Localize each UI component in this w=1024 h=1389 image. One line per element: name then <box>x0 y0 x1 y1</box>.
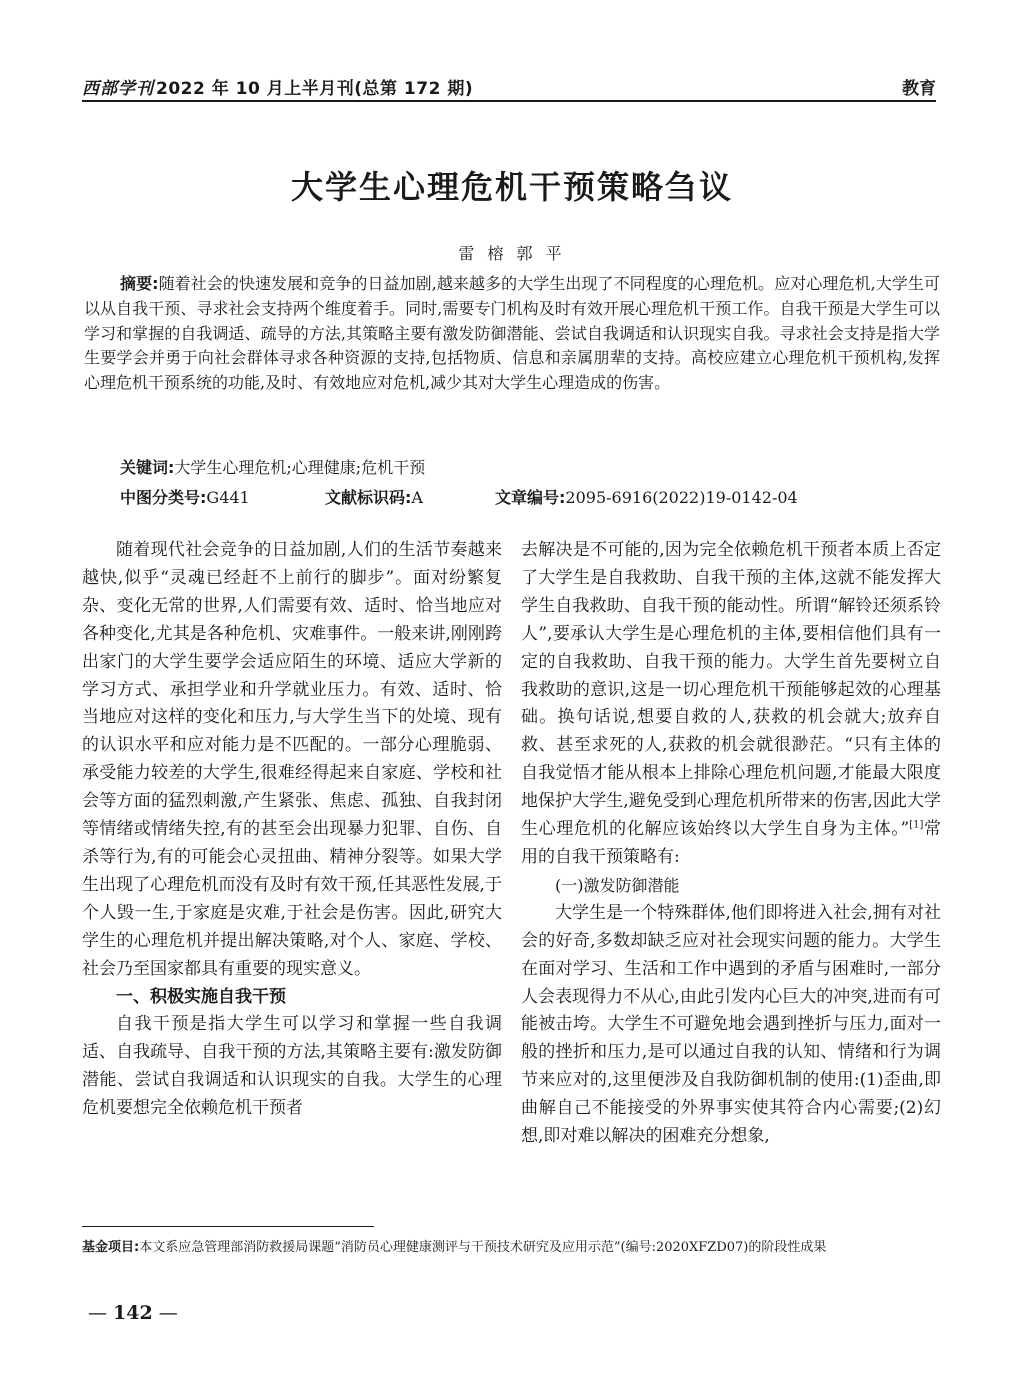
journal-issue <box>82 74 473 99</box>
article-title: 大学生心理危机干预策略刍议 <box>290 168 733 206</box>
abstract-text: 随着社会的快速发展和竞争的日益加剧,越来越多的大学生出现了不同程度的心理危机。应对心理危机,大学生可以从自我干预、寻求社会支持两个维度着手。同时,需要专门机构及时有效开展心理危机干预工作。自我干预是大学生可以学习和掌握的自我调适、疏导的方法,其策略主要有激发防御潜能、尝试自我调适和认识现实自我。寻求社会支持是指大学生要学会并勇于向社会群体寻求各种资源的支持,包括物质、信息和亲属朋辈的支持。高校应建立心理危机干预机构,发挥心理危机干预系统的功能,及时、有效地应对危机,减少其对大学生心理造成的伤害。 <box>84 274 940 393</box>
funding-text: 本文系应急管理部消防救援局课题“消防员心理健康测评与干预技术研究及应用示范”(编号:2020XFZD07)的阶段性成果 <box>139 1240 827 1255</box>
issue-info: 2022 年 10 月上半月刊(总第 172 期) <box>156 79 474 99</box>
body-column-right <box>521 537 941 1151</box>
paragraph: 自我干预是指大学生可以学习和掌握一些自我调适、自我疏导、自我干预的方法,其策略主要有:激发防御潜能、尝试自我调适和认识现实的自我。大学生的心理危机要想完全依赖危机干预者 <box>82 1014 502 1119</box>
article-number: 文章编号:2095-6916(2022)19-0142-04 <box>495 488 798 507</box>
keywords-text: 大学生心理危机;心理健康;危机干预 <box>174 458 426 477</box>
citation-ref: [1] <box>909 819 924 831</box>
keywords <box>120 455 425 478</box>
footnote-rule <box>82 1226 374 1227</box>
subsection-heading: (一)激发防御潜能 <box>555 875 680 895</box>
paragraph: 随着现代社会竞争的日益加剧,人们的生活节奏越来越快,似乎“灵魂已经赶不上前行的脚步”。面对纷繁复杂、变化无常的世界,人们需要有效、适时、恰当地应对各种变化,尤其是各种危机、灾难事件。一般来讲,刚刚跨出家门的大学生要学会适应陌生的环境、适应大学新的学习方式、承担学业和升学就业压力。有效、适时、恰当地应对这样的变化和压力,与大学生当下的处境、现有的认识水平和应对能力是不匹配的。一部分心理脆弱、承受能力较差的大学生,很难经得起来自家庭、学校和社会等方面的猛烈刺激,产生紧张、焦虑、孤独、自我封闭等情绪或情绪失控,有的甚至会出现暴力犯罪、自伤、自杀等行为,有的可能会心灵扭曲、精神分裂等。如果大学生出现了心理危机而没有及时有效干预,任其恶性发展,于个人毁一生,于家庭是灾难,于社会是伤害。因此,研究大学生的心理危机并提出解决策略,对个人、家庭、学校、社会乃至国家都具有重要的现实意义。 <box>82 540 502 979</box>
running-header <box>82 74 936 98</box>
keywords-label: 关键词: <box>120 458 175 477</box>
body-column-left <box>82 537 502 1123</box>
paragraph: 去解决是不可能的,因为完全依赖危机干预者本质上否定了大学生是自我救助、自我干预的主体,这就不能发挥大学生自我救助、自我干预的能动性。所谓“解铃还须系铃人”,要承认大学生是心理危机的主体,要相信他们具有一定的自我救助、自我干预的能力。大学生首先要树立自我救助的意识,这是一切心理危机干预能够起效的心理基础。换句话说,想要自救的人,获救的机会就大;放弃自救、甚至求死的人,获救的机会就很渺茫。“只有主体的自我觉悟才能从根本上排除心理危机问题,才能最大限度地保护大学生,避免受到心理危机所带来的伤害,因此大学生心理危机的化解应该始终以大学生自身为主体。”[1]常用的自我干预策略有: <box>521 540 941 867</box>
document-code: 文献标识码:A <box>325 488 423 507</box>
abstract <box>84 272 940 396</box>
funding-footnote <box>82 1236 942 1260</box>
funding-label: 基金项目: <box>82 1240 140 1255</box>
clc-number: 中图分类号:G441 <box>120 488 250 507</box>
journal-logo: 西部学刊 <box>82 79 154 99</box>
section-tag: 教育 <box>902 79 936 99</box>
section-heading: 一、积极实施自我干预 <box>116 986 286 1007</box>
header-rule <box>82 100 936 102</box>
paragraph: 大学生是一个特殊群体,他们即将进入社会,拥有对社会的好奇,多数却缺乏应对社会现实问题的能力。大学生在面对学习、生活和工作中遇到的矛盾与困难时,一部分人会表现得力不从心,由此引发内心巨大的冲突,进而有可能被击垮。大学生不可避免地会遇到挫折与压力,面对一般的挫折和压力,是可以通过自我的认知、情绪和行为调节来应对的,这里便涉及自我防御机制的使用:(1)歪曲,即曲解自己不能接受的外界事实使其符合内心需要;(2)幻想,即对难以解决的困难充分想象, <box>521 902 941 1147</box>
page-number: — 142 — <box>88 1302 178 1324</box>
article-authors: 雷 榕 郭 平 <box>458 244 566 263</box>
abstract-label: 摘要: <box>120 274 159 293</box>
classification-row <box>120 485 798 508</box>
